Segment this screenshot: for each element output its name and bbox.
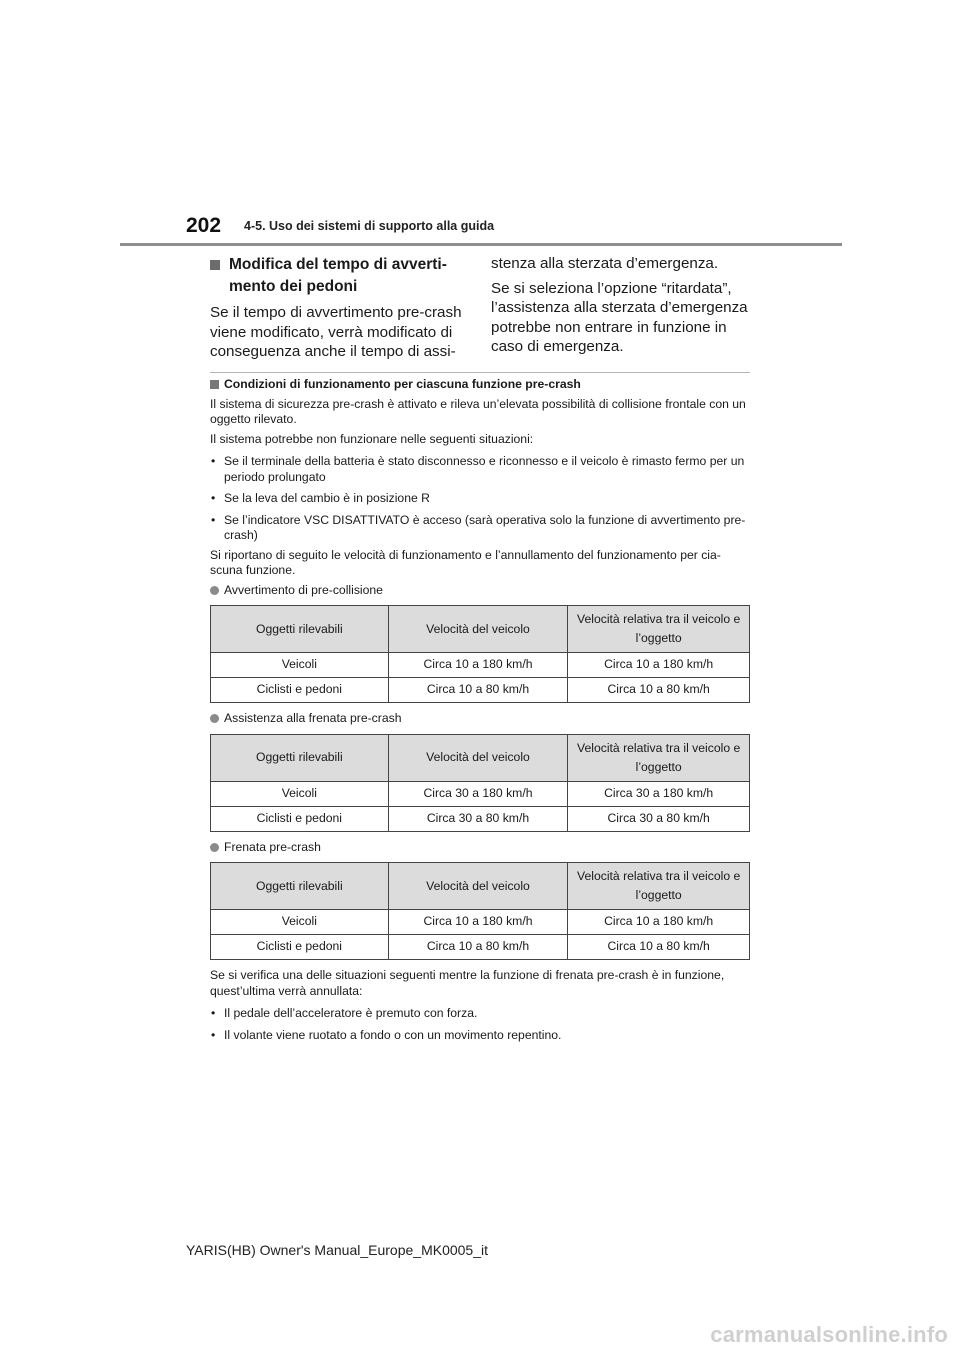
table-cell: Ciclisti e pedoni [211,806,389,831]
speed-table-pre-collision-warning [210,605,750,703]
table-cell: Circa 10 a 180 km/h [568,910,750,935]
bullet-dot-icon: • [211,512,216,527]
intro-heading-text: Modifica del tempo di avverti-mento dei pedoni [229,256,447,295]
list-item [210,1006,750,1022]
table-cell: Circa 10 a 180 km/h [388,653,568,678]
intro-right-paragraph-2: Se si seleziona l’opzione “ritardata”, l’assistenza alla sterzata d’emergenza potrebbe non entrare in funzione in caso di emergenza. [491,279,748,355]
speed-table-pre-crash-braking [210,862,750,960]
intro-right-paragraph-1: stenza alla sterzata d’emergenza. [491,255,719,272]
table-header-cell: Oggetti rilevabili [211,863,389,910]
table-cell: Circa 10 a 80 km/h [388,935,568,960]
table-cell: Veicoli [211,910,389,935]
table-header-cell: Velocità relativa tra il veicolo e l’oggetto [568,734,750,781]
table-header-cell: Velocità relativa tra il veicolo e l’oggetto [568,606,750,653]
table-cell: Veicoli [211,653,389,678]
table-title-text: Avvertimento di pre-collisione [224,582,383,597]
bullet-dot-icon: • [211,491,216,505]
section-divider [210,372,750,373]
main-content [210,377,750,1049]
table-title [210,840,750,856]
circle-bullet-icon [210,586,219,595]
table-header-cell: Velocità del veicolo [388,734,568,781]
table-title [210,711,750,727]
conditions-paragraph-2: Il sistema potrebbe non funzionare nelle seguenti situazioni: [210,431,534,446]
bullet-dot-icon: • [211,454,216,468]
list-item-text: Se l’indicatore VSC DISATTIVATO è acceso (sarà operativa solo la funzione di avvertimento pre-crash) [224,512,746,542]
list-item [210,513,750,544]
header-rule [120,243,842,246]
table-header-cell: Oggetti rilevabili [211,734,389,781]
table-row [211,678,750,703]
table-cell: Circa 10 a 180 km/h [568,653,750,678]
table-cell: Circa 30 a 80 km/h [388,806,568,831]
table-header-cell: Velocità del veicolo [388,606,568,653]
table-cell: Circa 30 a 180 km/h [388,781,568,806]
conditions-heading-text: Condizioni di funzionamento per ciascuna funzione pre-crash [224,377,581,391]
table-cell: Veicoli [211,781,389,806]
intro-left-paragraph: Se il tempo di avvertimento pre-crash viene modificato, verrà modificato di conseguenza anche il tempo di assi- [210,304,462,360]
table-row [211,910,750,935]
square-bullet-icon [210,260,220,270]
table-cell: Circa 10 a 80 km/h [568,678,750,703]
table-title-text: Assistenza alla frenata pre-crash [224,711,402,725]
list-item-text: Il volante viene ruotato a fondo o con un movimento repentino. [224,1027,562,1042]
circle-bullet-icon [210,714,219,723]
table-header-row [211,863,750,910]
footer-manual-id: YARIS(HB) Owner's Manual_Europe_MK0005_it [186,1242,488,1258]
list-item [210,1028,750,1044]
table-cell: Ciclisti e pedoni [211,935,389,960]
table-header-row [211,606,750,653]
table-cell: Circa 10 a 80 km/h [388,678,568,703]
section-title: 4-5. Uso dei sistemi di supporto alla guida [244,219,495,233]
list-item-text: Se il terminale della batteria è stato disconnesso e riconnesso e il veicolo è rimasto fermo per un periodo prolungato [224,454,745,484]
conditions-heading [210,377,750,393]
cancel-paragraph: Se si verifica una delle situazioni seguenti mentre la funzione di frenata pre-crash è in funzione, quest’ultima verrà annullata: [210,968,725,998]
table-row [211,935,750,960]
table-row [211,653,750,678]
table-cell: Circa 10 a 180 km/h [388,910,568,935]
table-row [211,806,750,831]
bullet-dot-icon: • [211,1027,216,1042]
table-title [210,583,750,599]
list-item [210,491,750,507]
table-row [211,781,750,806]
table-header-cell: Velocità del veicolo [388,863,568,910]
circle-bullet-icon [210,843,219,852]
page-number: 202 [186,214,222,237]
intro-heading [210,254,472,298]
speed-table-pre-crash-brake-assist [210,734,750,832]
list-item-text: Il pedale dell’acceleratore è premuto con forza. [224,1006,478,1020]
intro-right-column [491,254,753,362]
square-bullet-icon [210,380,219,389]
table-cell: Circa 10 a 80 km/h [568,935,750,960]
table-cell: Circa 30 a 80 km/h [568,806,750,831]
table-title-text: Frenata pre-crash [224,839,321,854]
table-header-cell: Oggetti rilevabili [211,606,389,653]
intro-left-column [210,254,472,367]
watermark: carmanualsonline.info [710,1322,948,1347]
conditions-paragraph-3: Si riportano di seguito le velocità di funzionamento e l’annullamento del funzionamento per cia-scuna funzione. [210,547,721,577]
list-item-text: Se la leva del cambio è in posizione R [224,491,430,505]
bullet-dot-icon: • [211,1006,216,1020]
table-header-row [211,734,750,781]
table-cell: Ciclisti e pedoni [211,678,389,703]
table-cell: Circa 30 a 180 km/h [568,781,750,806]
table-header-cell: Velocità relativa tra il veicolo e l’oggetto [568,863,750,910]
conditions-paragraph-1: Il sistema di sicurezza pre-crash è attivato e rileva un’elevata possibilità di collisione frontale con un oggetto rilevato. [210,396,746,426]
list-item [210,454,750,485]
